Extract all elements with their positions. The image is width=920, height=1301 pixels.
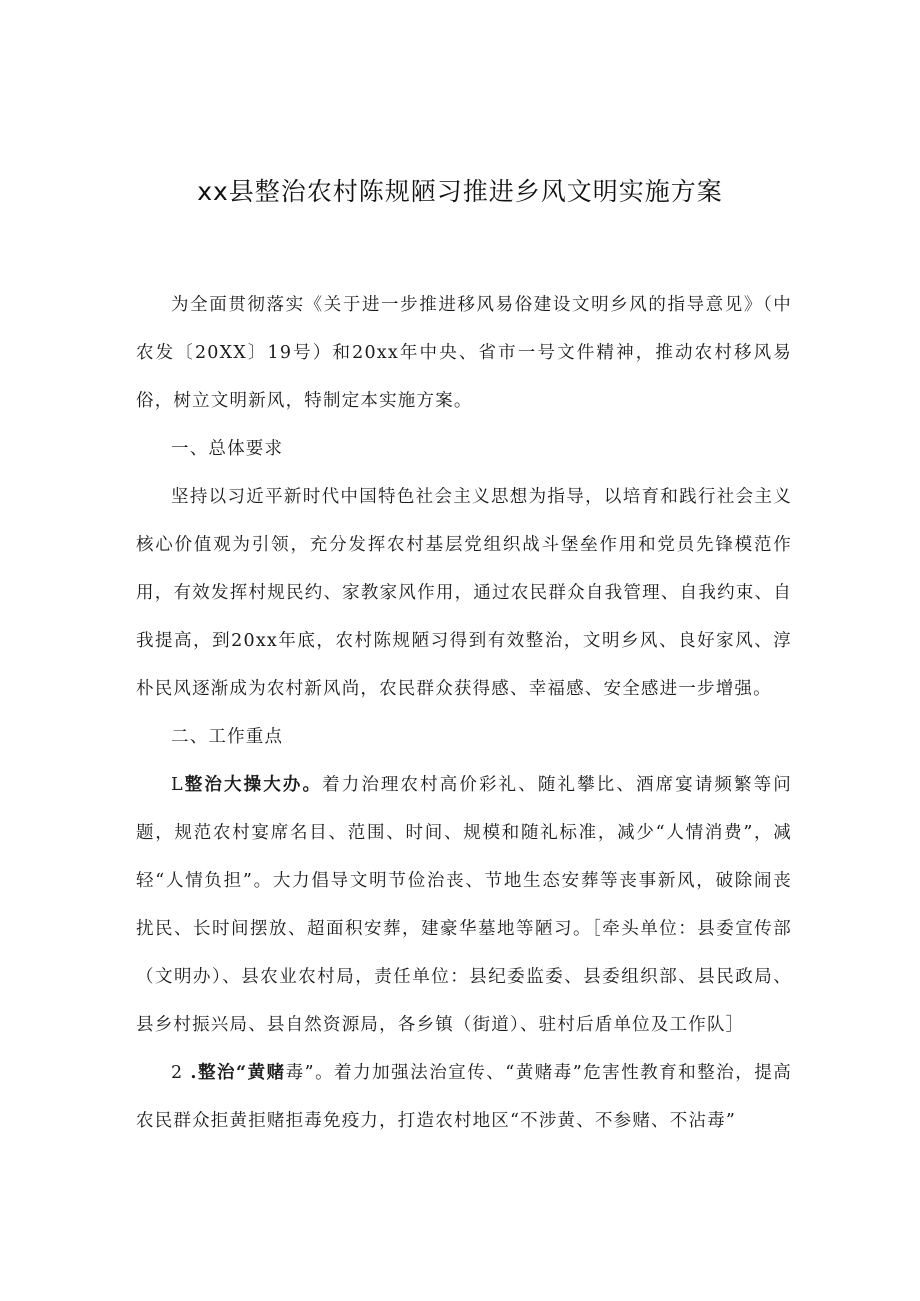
work-item-2-body: 。着力加强法治宣传、“黄赌毒”危害性教育和整治，提高农民群众拒黄拒赌拒毒免疫力，打造农村地区“不涉黄、不参赌、不沾毒” <box>136 1063 793 1131</box>
work-item-1-body: 着力治理农村高价彩礼、随礼攀比、酒席宴请频繁等问题，规范农村宴席名目、范围、时间、规模和随礼标准，减少“人情消费”，减轻“人情负担”。大力倡导文明节俭治丧、节地生态安葬等丧事新风，破除闹丧扰民、长时间摆放、超面积安葬，建豪华墓地等陋习。［牵头单位：县委宣传部（文明办）、县农业农村局，责任单位：县纪委监委、县委组织部、县民政局、县乡村振兴局、县自然资源局，各乡镇（街道）、驻村后盾单位及工作队］ <box>136 775 792 1035</box>
intro-paragraph: 为全面贯彻落实《关于进一步推进移风易俗建设文明乡风的指导意见》（中农发〔20XX〕19号）和20xx年中央、省市一号文件精神，推动农村移风易俗，树立文明新风，特制定本实施方案。 <box>136 295 792 411</box>
work-item-2-title: .整治“黄赌 <box>190 1063 286 1083</box>
work-item-2 <box>136 1049 792 1145</box>
section-heading-work-focus: 二、工作重点 <box>171 727 284 747</box>
document-title: xx县整治农村陈规陋习推进乡风文明实施方案 <box>197 177 723 206</box>
work-item-1-number: L <box>171 775 184 795</box>
document-body <box>136 281 792 1145</box>
general-requirements-paragraph: 坚持以习近平新时代中国特色社会主义思想为指导，以培育和践行社会主义核心价值观为引领，充分发挥农村基层党组织战斗堡垒作用和党员先锋模范作用，有效发挥村规民约、家教家风作用，通过农民群众自我管理、自我约束、自我提高，到20xx年底，农村陈规陋习得到有效整治，文明乡风、良好家风、淳朴民风逐渐成为农村新风尚，农民群众获得感、幸福感、安全感进一步增强。 <box>136 487 792 699</box>
work-item-1-title: 整治大操大办。 <box>183 775 323 795</box>
section-heading-general-requirements: 一、总体要求 <box>171 439 284 459</box>
work-item-2-title-rest: 毒” <box>285 1063 315 1083</box>
work-item-2-number: 2 <box>171 1063 184 1083</box>
work-item-1 <box>136 761 792 1049</box>
